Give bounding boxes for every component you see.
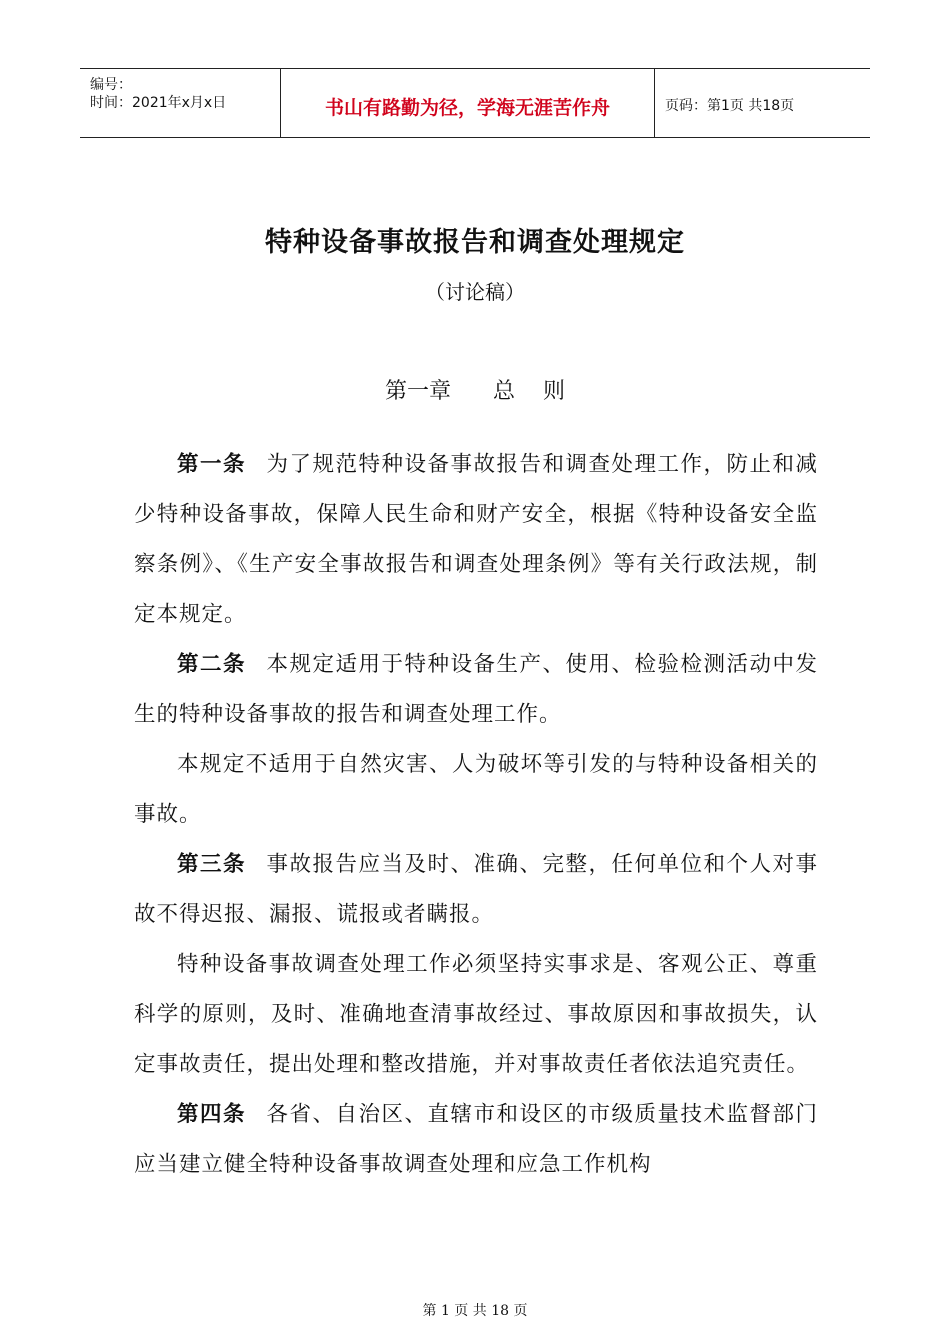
document-number-label: 编号： (90, 77, 132, 93)
article-3 (134, 840, 818, 940)
article-2 (134, 640, 818, 740)
article-text: 本规定不适用于自然灾害、人为破坏等引发的与特种设备相关的事故。 (134, 752, 818, 827)
article-lead: 第一条 (177, 452, 246, 477)
article-2-paragraph-2 (134, 740, 818, 840)
chapter-heading: 第一章 总 则 (385, 379, 565, 404)
document-subtitle: （讨论稿） (425, 280, 525, 304)
header-motto: 书山有路勤为径，学海无涯苦作舟 (324, 97, 610, 119)
article-4 (134, 1090, 818, 1190)
article-text: 各省、自治区、直辖市和设区的市级质量技术监督部门应当建立健全特种设备事故调查处理和应急工作机构 (134, 1102, 818, 1177)
document-body (134, 440, 818, 1190)
header-meta-cell (80, 69, 281, 137)
page-header (80, 68, 870, 138)
article-1 (134, 440, 818, 640)
header-motto-cell (281, 69, 655, 137)
article-lead: 第三条 (177, 852, 246, 877)
article-lead: 第二条 (177, 652, 246, 677)
document-time-label: 时间：2021年x月x日 (90, 95, 227, 111)
document-title: 特种设备事故报告和调查处理规定 (265, 227, 685, 258)
header-page-number: 页码：第1页 共18页 (665, 98, 795, 114)
article-text: 本规定适用于特种设备生产、使用、检验检测活动中发生的特种设备事故的报告和调查处理工作。 (134, 652, 818, 727)
article-text: 事故报告应当及时、准确、完整，任何单位和个人对事故不得迟报、漏报、谎报或者瞒报。 (134, 852, 818, 927)
page-footer: 第 1 页 共 18 页 (422, 1303, 528, 1319)
article-3-paragraph-2 (134, 940, 818, 1090)
header-page-cell (655, 69, 870, 137)
article-lead: 第四条 (177, 1102, 246, 1127)
article-text: 为了规范特种设备事故报告和调查处理工作，防止和减少特种设备事故，保障人民生命和财产安全，根据《特种设备安全监察条例》、《生产安全事故报告和调查处理条例》等有关行政法规，制定本规定。 (134, 452, 818, 627)
article-text: 特种设备事故调查处理工作必须坚持实事求是、客观公正、尊重科学的原则，及时、准确地查清事故经过、事故原因和事故损失，认定事故责任，提出处理和整改措施，并对事故责任者依法追究责任。 (134, 952, 818, 1077)
